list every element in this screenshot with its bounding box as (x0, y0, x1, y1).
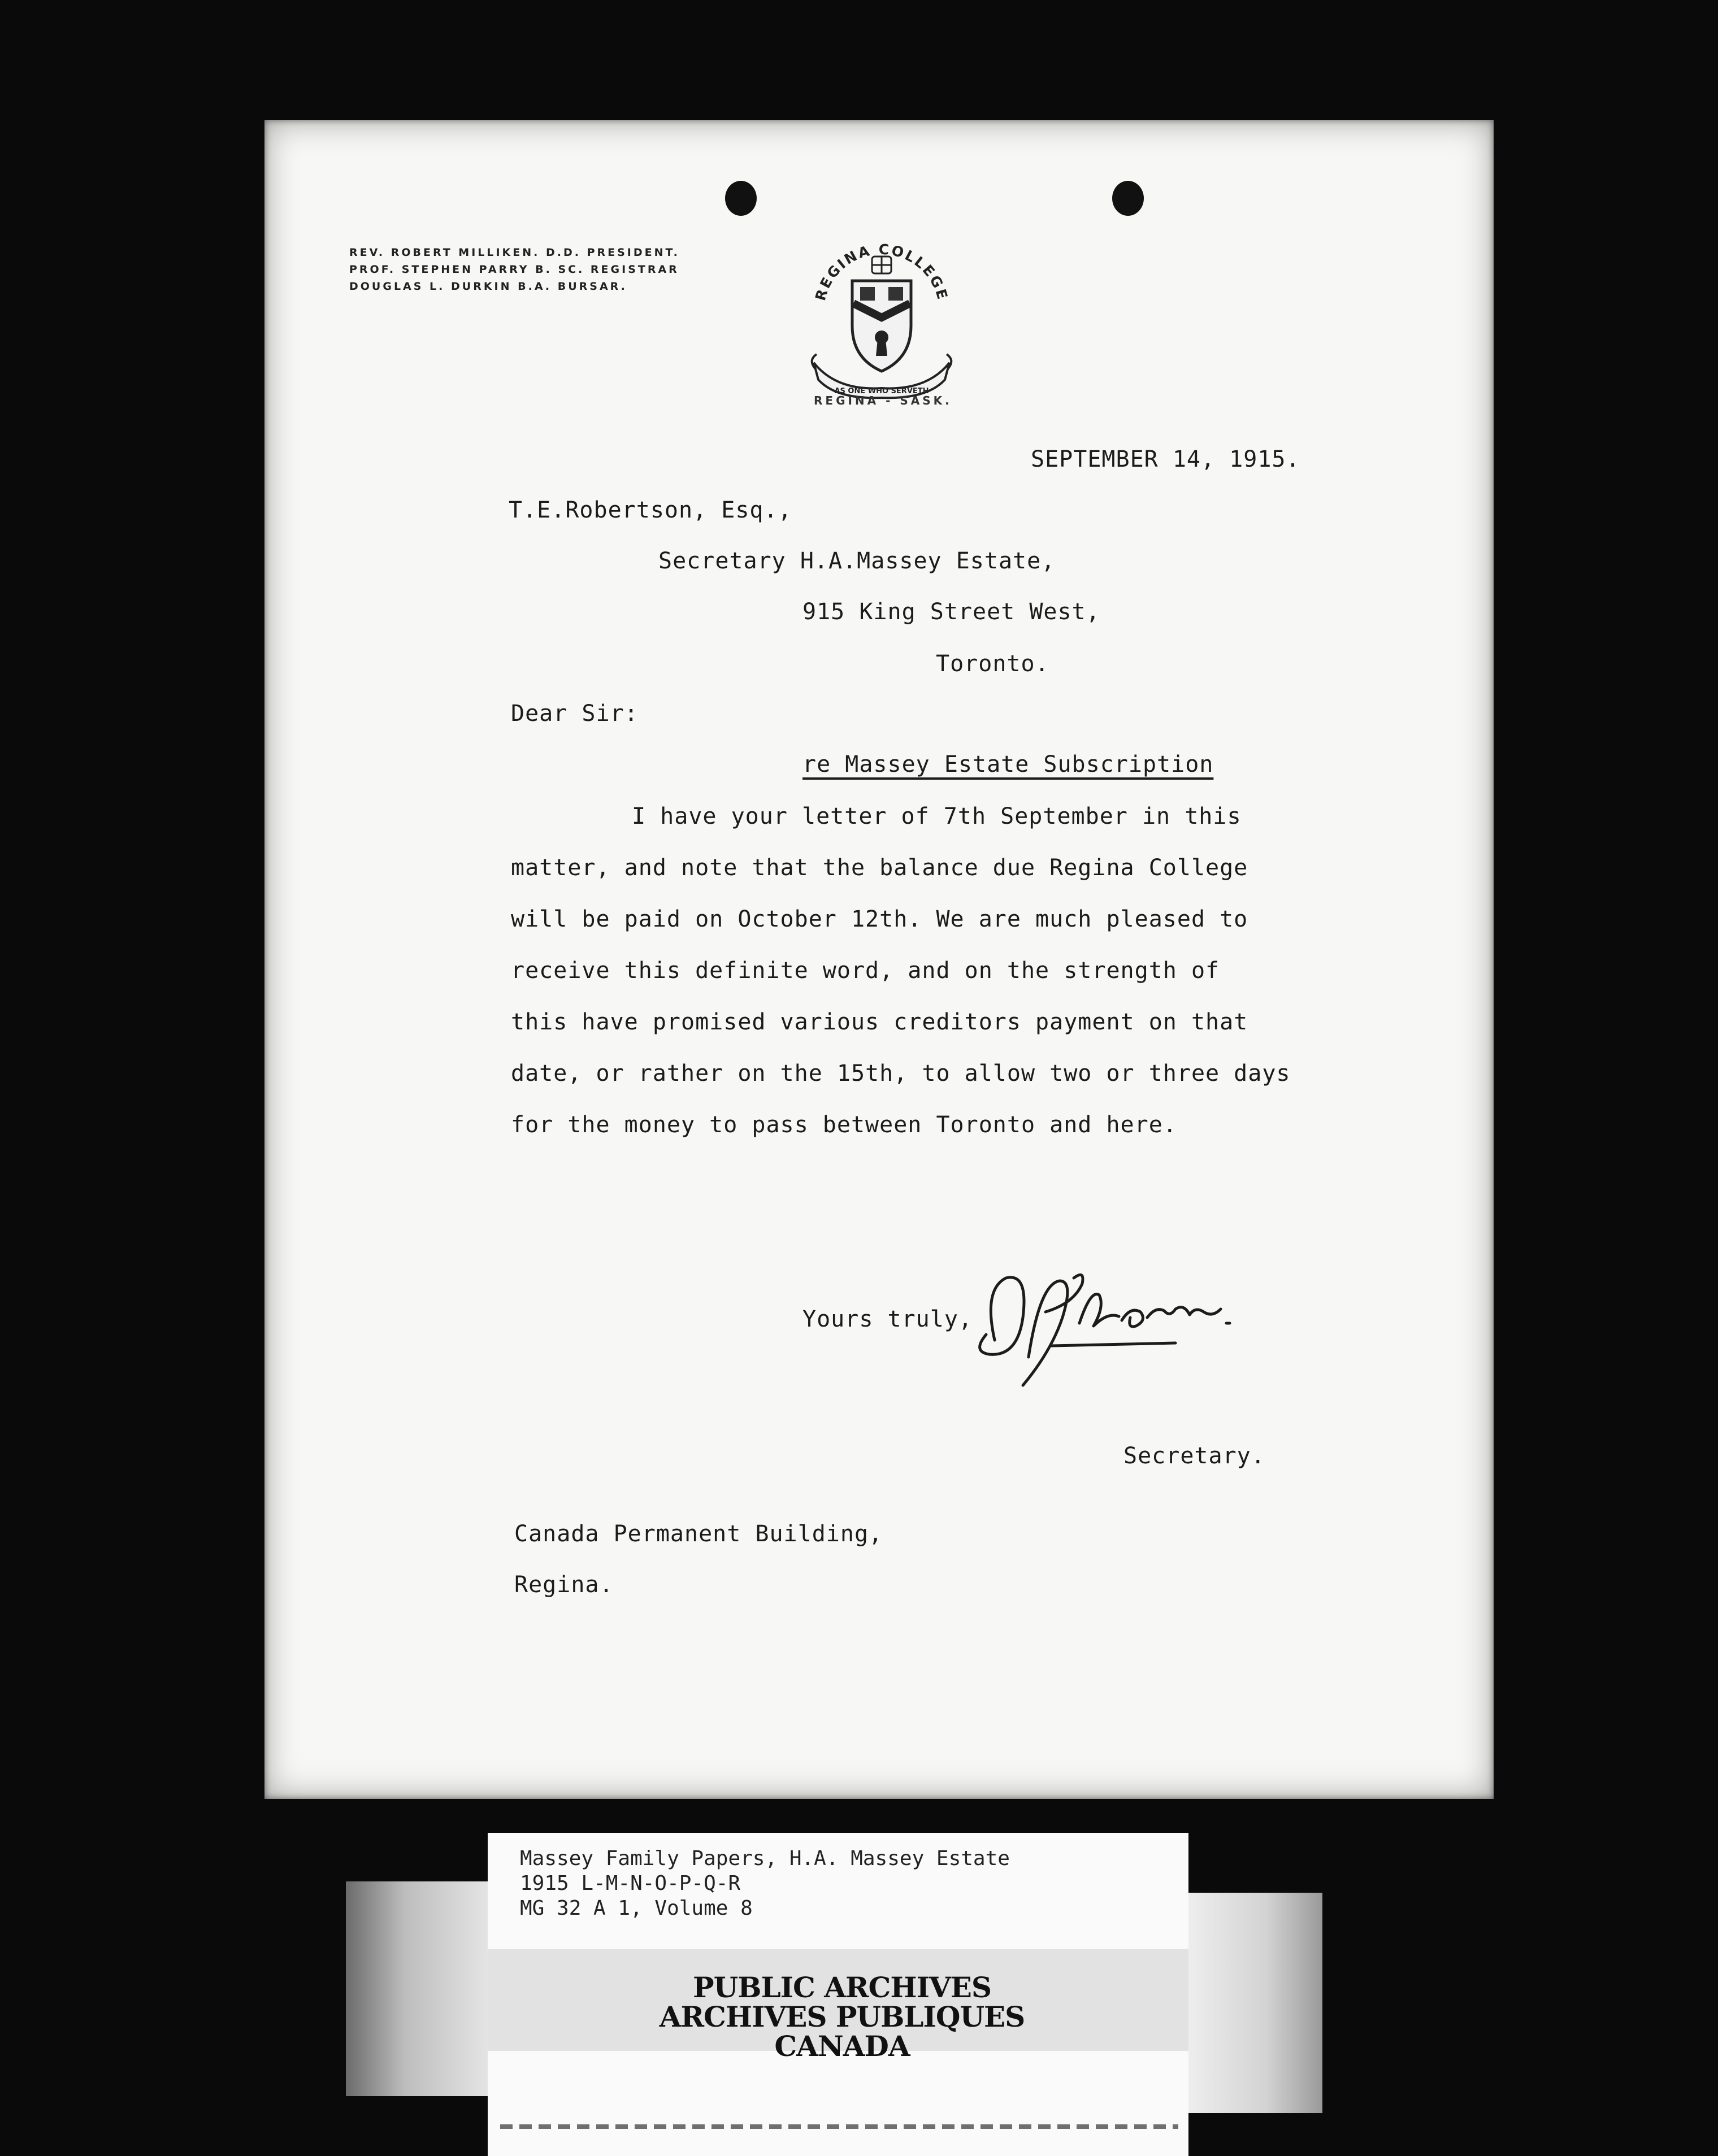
catalog-line: Massey Family Papers, H.A. Massey Estate (520, 1847, 1010, 1870)
letter-page (264, 120, 1494, 1799)
body-line: date, or rather on the 15th, to allow two or three days (511, 1060, 1291, 1086)
body-line: this have promised various creditors payment on that (511, 1009, 1248, 1035)
addressee-title: Secretary H.A.Massey Estate, (658, 548, 1056, 574)
body-line: matter, and note that the balance due Regina College (511, 855, 1248, 881)
subject-line: re Massey Estate Subscription (802, 751, 1214, 777)
college-crest (797, 227, 966, 414)
punch-hole-right (1112, 181, 1144, 216)
catalog-line: MG 32 A 1, Volume 8 (520, 1897, 753, 1920)
stamp-line: ARCHIVES PUBLIQUES (659, 2000, 1025, 2033)
addressee-city: Toronto. (936, 651, 1049, 677)
body-line: will be paid on October 12th. We are much pleased to (511, 906, 1248, 932)
body-line: for the money to pass between Toronto and here. (511, 1112, 1177, 1138)
catalog-card-text (520, 1846, 1010, 1921)
sender-building: Canada Permanent Building, (514, 1521, 883, 1547)
addressee-street: 915 King Street West, (802, 599, 1100, 625)
body-line: receive this definite word, and on the strength of (511, 958, 1220, 984)
sender-city: Regina. (514, 1572, 614, 1598)
tape-right (1181, 1893, 1322, 2113)
letter-body (511, 791, 1291, 1151)
letter-date: SEPTEMBER 14, 1915. (1031, 446, 1300, 472)
public-archives-stamp (656, 1973, 1029, 2061)
catalog-line: 1915 L-M-N-O-P-Q-R (520, 1872, 741, 1895)
handwritten-signature (961, 1250, 1300, 1397)
officer-line: REV. ROBERT MILLIKEN. D.D. PRESIDENT. (349, 246, 680, 259)
closing: Yours truly, (802, 1306, 973, 1332)
signer-title: Secretary. (1123, 1443, 1265, 1469)
stamp-line: CANADA (774, 2029, 910, 2063)
crest-location: REGINA - SASK. (814, 394, 952, 407)
crest-title: REGINA COLLEGE (812, 241, 951, 303)
addressee-name: T.E.Robertson, Esq., (509, 497, 792, 523)
crest-motto: AS ONE WHO SERVETH (834, 387, 929, 395)
salutation: Dear Sir: (511, 701, 639, 727)
tape-left (346, 1881, 493, 2096)
punch-hole-left (725, 181, 757, 216)
body-line: I have your letter of 7th September in this (632, 803, 1242, 829)
officer-line: PROF. STEPHEN PARRY B. SC. REGISTRAR (349, 263, 679, 276)
officer-line: DOUGLAS L. DURKIN B.A. BURSAR. (349, 280, 627, 293)
stamp-line: PUBLIC ARCHIVES (693, 1971, 991, 2004)
card-edge-marks (500, 2124, 1178, 2129)
letterhead-officers (349, 244, 680, 295)
